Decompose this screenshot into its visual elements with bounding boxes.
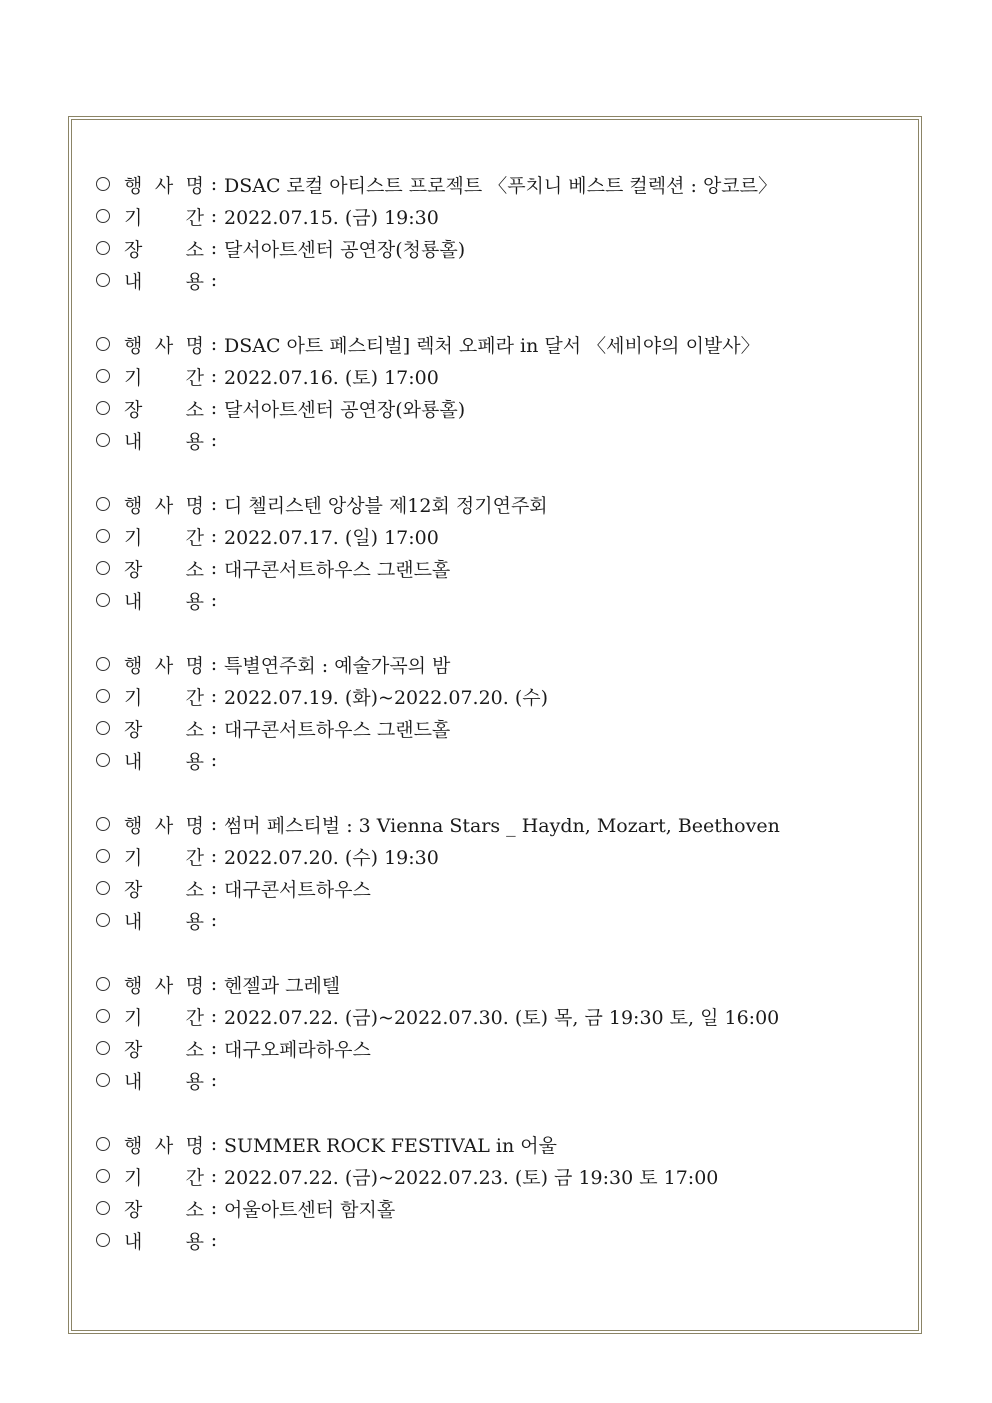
label-name: 행 사 명 [124,494,204,517]
colon: : [210,685,218,707]
event-name: DSAC 아트 페스티벌] 렉처 오페라 in 달서 〈세비야의 이발사〉 [224,334,760,357]
event-item [94,168,904,296]
circle-bullet-icon [96,721,110,735]
event-period: 2022.07.22. (금)~2022.07.23. (토) 금 19:30 토 17:00 [224,1166,719,1189]
colon: : [210,557,218,579]
circle-bullet-icon [96,401,110,415]
circle-bullet-icon [96,561,110,575]
label-place: 장 소 [124,1198,204,1221]
event-item [94,648,904,776]
colon: : [210,653,218,675]
circle-bullet-icon [96,209,110,223]
colon: : [210,877,218,899]
event-place-row [94,1032,904,1064]
label-content: 내 용 [124,910,204,933]
label-place: 장 소 [124,558,204,581]
label-place: 장 소 [124,398,204,421]
event-name: 썸머 페스티벌 : 3 Vienna Stars _ Haydn, Mozart, Beethoven [224,814,780,837]
label-content: 내 용 [124,1070,204,1093]
colon: : [210,493,218,515]
colon: : [210,1037,218,1059]
event-item [94,328,904,456]
colon: : [210,1165,218,1187]
event-content-row [94,424,904,456]
event-content-row [94,1064,904,1096]
colon: : [210,1069,218,1091]
event-content-row [94,904,904,936]
label-content: 내 용 [124,430,204,453]
label-content: 내 용 [124,750,204,773]
colon: : [210,973,218,995]
circle-bullet-icon [96,689,110,703]
label-period: 기 간 [124,846,204,869]
colon: : [210,397,218,419]
event-name: 헨젤과 그레텔 [224,974,341,997]
circle-bullet-icon [96,753,110,767]
label-name: 행 사 명 [124,174,204,197]
event-name-row [94,488,904,520]
event-item [94,488,904,616]
circle-bullet-icon [96,529,110,543]
event-place-row [94,232,904,264]
event-place-row [94,1192,904,1224]
event-name: SUMMER ROCK FESTIVAL in 어울 [224,1134,557,1157]
circle-bullet-icon [96,433,110,447]
colon: : [210,589,218,611]
event-name: DSAC 로컬 아티스트 프로젝트 〈푸치니 베스트 컬렉션 : 앙코르〉 [224,174,778,197]
event-list [94,168,904,1288]
event-name-row [94,168,904,200]
event-period-row [94,1160,904,1192]
colon: : [210,237,218,259]
event-place: 대구오페라하우스 [224,1038,371,1061]
event-content-row [94,584,904,616]
label-content: 내 용 [124,1230,204,1253]
event-period-row [94,360,904,392]
circle-bullet-icon [96,913,110,927]
event-place-row [94,712,904,744]
label-name: 행 사 명 [124,334,204,357]
circle-bullet-icon [96,1233,110,1247]
event-period-row [94,520,904,552]
colon: : [210,1005,218,1027]
event-period: 2022.07.19. (화)~2022.07.20. (수) [224,686,549,709]
label-place: 장 소 [124,238,204,261]
label-period: 기 간 [124,206,204,229]
circle-bullet-icon [96,657,110,671]
circle-bullet-icon [96,849,110,863]
label-period: 기 간 [124,686,204,709]
label-name: 행 사 명 [124,974,204,997]
label-name: 행 사 명 [124,654,204,677]
label-name: 행 사 명 [124,814,204,837]
event-place: 대구콘서트하우스 그랜드홀 [224,718,451,741]
colon: : [210,333,218,355]
event-place: 달서아트센터 공연장(와룡홀) [224,398,466,421]
event-period-row [94,200,904,232]
circle-bullet-icon [96,1041,110,1055]
colon: : [210,1133,218,1155]
event-period: 2022.07.17. (일) 17:00 [224,526,439,549]
label-content: 내 용 [124,270,204,293]
colon: : [210,269,218,291]
colon: : [210,717,218,739]
circle-bullet-icon [96,977,110,991]
circle-bullet-icon [96,817,110,831]
circle-bullet-icon [96,273,110,287]
circle-bullet-icon [96,1137,110,1151]
event-period-row [94,840,904,872]
label-period: 기 간 [124,1006,204,1029]
circle-bullet-icon [96,241,110,255]
label-place: 장 소 [124,718,204,741]
event-name: 특별연주회 : 예술가곡의 밤 [224,654,451,677]
event-place-row [94,552,904,584]
event-name-row [94,1128,904,1160]
circle-bullet-icon [96,177,110,191]
circle-bullet-icon [96,1169,110,1183]
label-period: 기 간 [124,1166,204,1189]
event-name-row [94,648,904,680]
event-name-row [94,328,904,360]
label-content: 내 용 [124,590,204,613]
event-item [94,808,904,936]
circle-bullet-icon [96,1073,110,1087]
event-name-row [94,808,904,840]
label-place: 장 소 [124,1038,204,1061]
event-period-row [94,1000,904,1032]
event-period: 2022.07.20. (수) 19:30 [224,846,439,869]
colon: : [210,429,218,451]
colon: : [210,845,218,867]
colon: : [210,1197,218,1219]
event-period: 2022.07.15. (금) 19:30 [224,206,439,229]
circle-bullet-icon [96,593,110,607]
colon: : [210,1229,218,1251]
colon: : [210,909,218,931]
event-name: 디 첼리스텐 앙상블 제12회 정기연주회 [224,494,548,517]
circle-bullet-icon [96,497,110,511]
label-place: 장 소 [124,878,204,901]
colon: : [210,365,218,387]
colon: : [210,205,218,227]
circle-bullet-icon [96,369,110,383]
circle-bullet-icon [96,1201,110,1215]
event-content-row [94,744,904,776]
event-period: 2022.07.16. (토) 17:00 [224,366,439,389]
event-item [94,1128,904,1256]
label-period: 기 간 [124,366,204,389]
label-name: 행 사 명 [124,1134,204,1157]
colon: : [210,813,218,835]
circle-bullet-icon [96,337,110,351]
event-place: 어울아트센터 함지홀 [224,1198,396,1221]
colon: : [210,749,218,771]
event-place: 대구콘서트하우스 [224,878,371,901]
event-place: 대구콘서트하우스 그랜드홀 [224,558,451,581]
event-content-row [94,1224,904,1256]
event-place-row [94,872,904,904]
event-place-row [94,392,904,424]
event-item [94,968,904,1096]
circle-bullet-icon [96,1009,110,1023]
event-period: 2022.07.22. (금)~2022.07.30. (토) 목, 금 19:30 토, 일 16:00 [224,1006,780,1029]
colon: : [210,525,218,547]
event-place: 달서아트센터 공연장(청룡홀) [224,238,466,261]
event-content-row [94,264,904,296]
event-period-row [94,680,904,712]
circle-bullet-icon [96,881,110,895]
event-name-row [94,968,904,1000]
colon: : [210,173,218,195]
label-period: 기 간 [124,526,204,549]
